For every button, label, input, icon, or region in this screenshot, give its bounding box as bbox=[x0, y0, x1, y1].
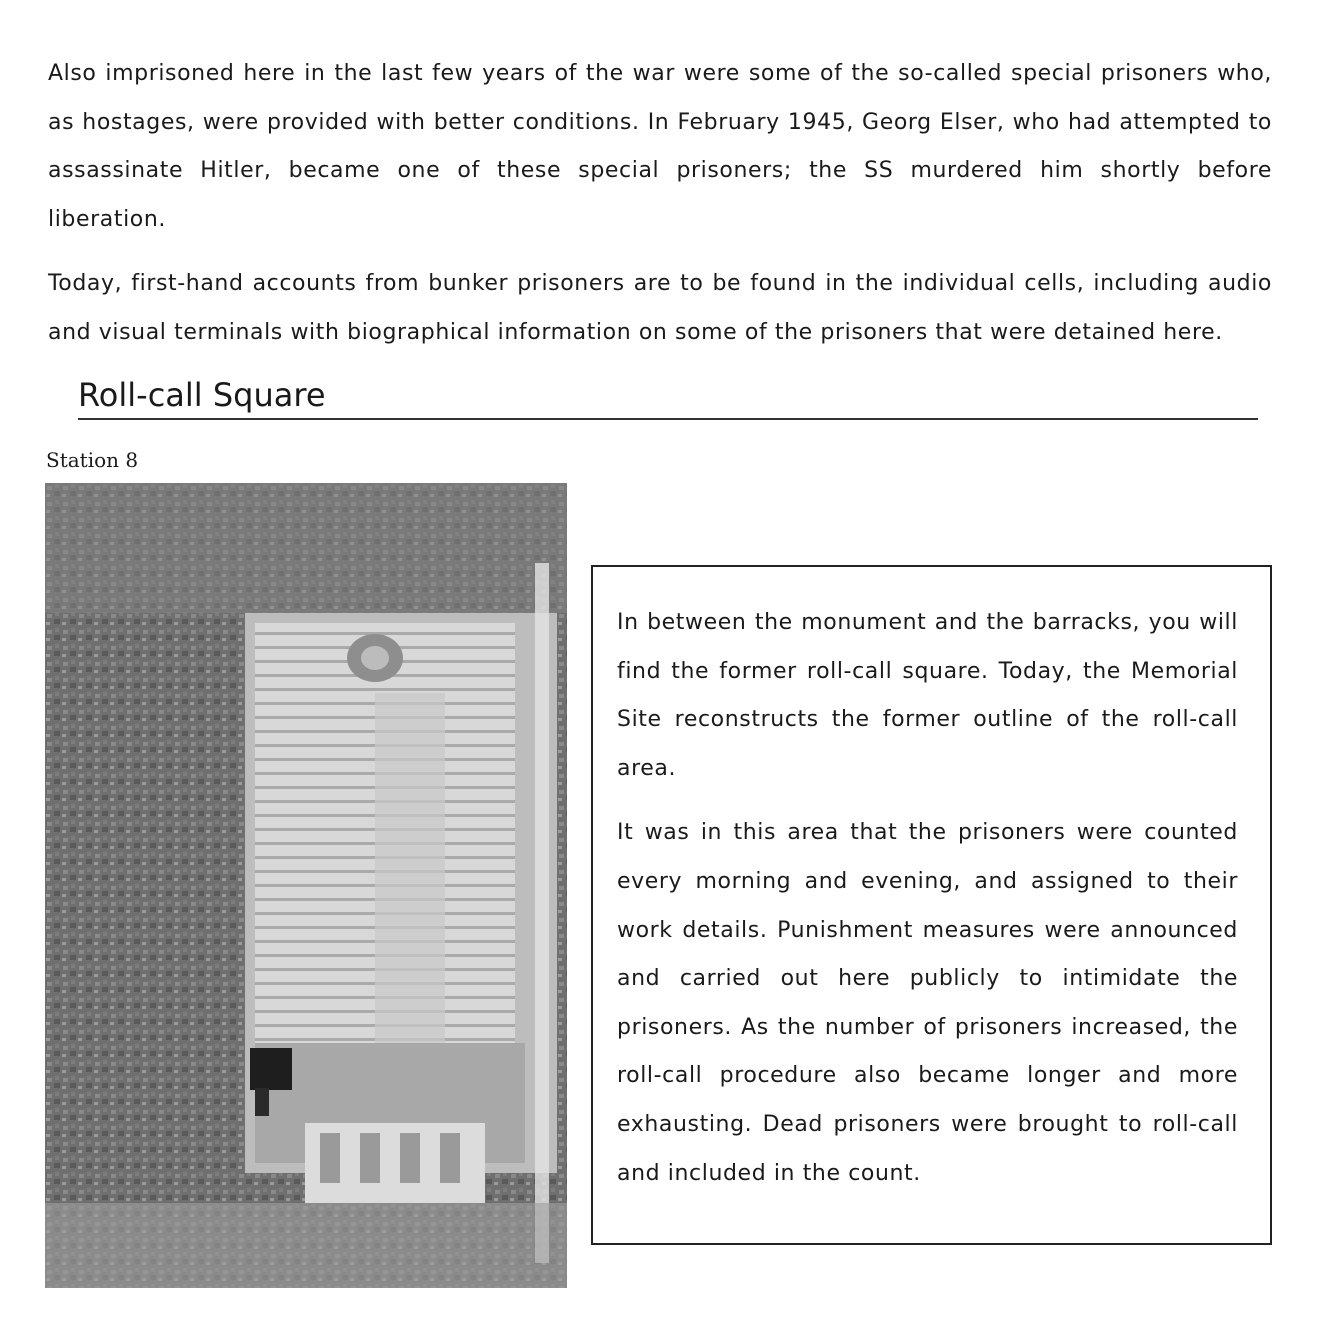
aerial-photo bbox=[45, 483, 567, 1288]
intro-paragraph-2: Today, first-hand accounts from bunker prisoners are to be found in the individual cells, including audio and visual terminals with biographical information on some of the prisoners that were detained here. bbox=[48, 271, 1272, 345]
station-label: Station 8 bbox=[46, 448, 139, 472]
info-paragraph-1: In between the monument and the barracks, you will find the former roll-call square. Today, the Memorial Site reconstructs the former outline of the roll-call area. bbox=[617, 610, 1238, 781]
intro-text bbox=[48, 50, 1272, 373]
info-paragraph-2: It was in this area that the prisoners were counted every morning and evening, and assigned to their work details. Punishment measures were announced and carried out here publicly to intimidate the prisoners. As the number of prisoners increased, the roll-call procedure also became longer and more exhausting. Dead prisoners were brought to roll-call and included in the count. bbox=[617, 820, 1238, 1186]
section-title: Roll-call Square bbox=[78, 372, 1258, 420]
intro-paragraph-1: Also imprisoned here in the last few years of the war were some of the so-called special prisoners who, as hostages, were provided with better conditions. In February 1945, Georg Elser, who had attempted to assassinate Hitler, became one of these special prisoners; the SS murdered him shortly before liberation. bbox=[48, 61, 1272, 232]
info-box bbox=[591, 565, 1272, 1245]
